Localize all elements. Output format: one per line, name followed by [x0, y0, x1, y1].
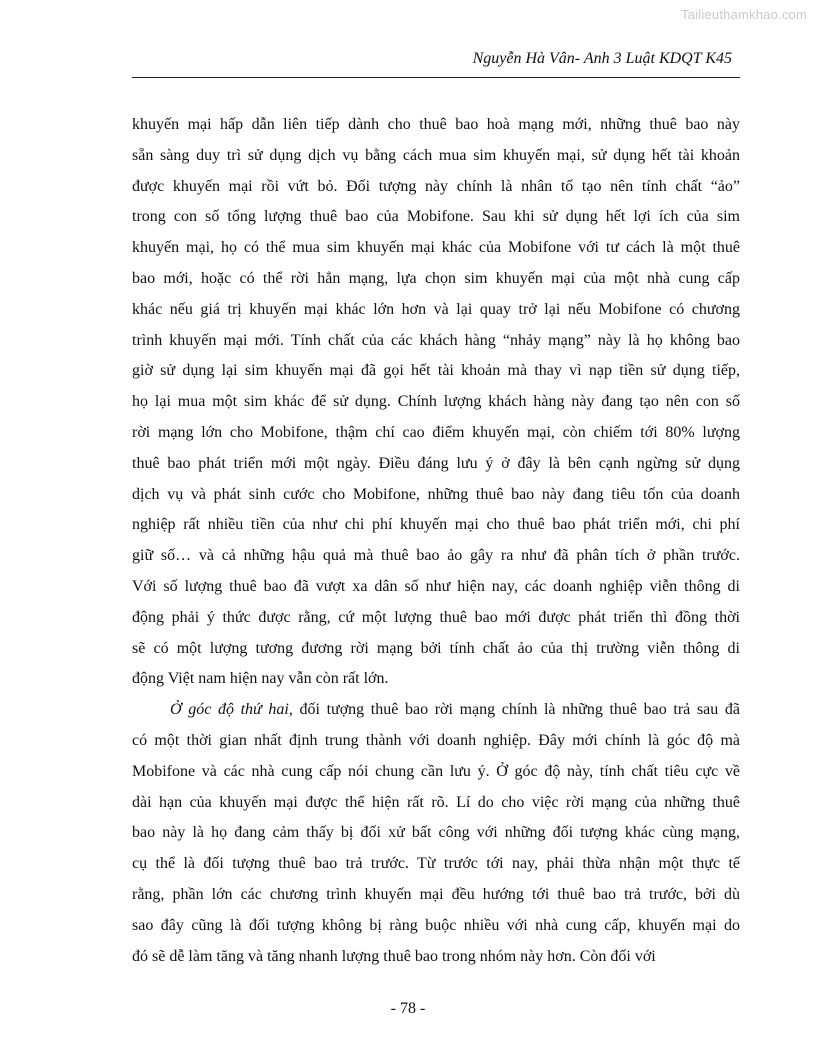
text-line: khuyến mại, họ có thể mua sim khuyến mại khác của Mobifone với tư cách là một thuê	[132, 239, 740, 257]
text-line: dài hạn của khuyến mại được thể hiện rất rõ. Lí do cho việc rời mạng của những thuê	[132, 793, 740, 811]
text-line: rằng, phần lớn các chương trình khuyến mại đều hướng tới thuê bao trả trước, bởi dù	[132, 885, 740, 903]
text-line: nghiệp rất nhiều tiền của như chi phí khuyến mại cho thuê bao phát triển mới, chi phí	[132, 516, 740, 534]
page-number: - 78 -	[390, 1000, 426, 1017]
text-line: sao đây cũng là đối tượng không bị ràng buộc nhiều với nhà cung cấp, khuyến mại do	[132, 916, 740, 934]
text-line: có một thời gian nhất định trung thành với doanh nghiệp. Đây mới chính là góc độ mà	[132, 731, 740, 749]
text-line: giờ sử dụng lại sim khuyến mại đã gọi hết tài khoản mà thay vì nạp tiền sử dụng tiếp,	[132, 362, 740, 380]
italic-lead: Ở góc độ thứ hai	[170, 701, 289, 719]
body-text	[132, 110, 740, 972]
paragraph-1	[132, 110, 740, 695]
text-line: trong con số tổng lượng thuê bao của Mobifone. Sau khi sử dụng hết lợi ích của sim	[132, 208, 740, 226]
paragraph-2	[132, 695, 740, 972]
text-line: sẽ có một lượng tương đương rời mạng bởi tính chất ảo của thị trường viễn thông di	[132, 639, 740, 657]
text-line: sẵn sàng duy trì sử dụng dịch vụ bằng cách mua sim khuyến mại, sử dụng hết tài khoản	[132, 146, 740, 164]
text-line: động phải ý thức được rằng, cứ một lượng thuê bao mới được phát triển thì đồng thời	[132, 608, 740, 626]
text-line: thuê bao phát triển mới một ngày. Điều đáng lưu ý ở đây là bên cạnh ngừng sử dụng	[132, 454, 740, 472]
text-line: Mobifone và các nhà cung cấp nói chung cần lưu ý. Ở góc độ này, tính chất tiêu cực về	[132, 762, 740, 780]
watermark: Tailieuthamkhao.com	[681, 7, 807, 22]
text-line: động Việt nam hiện nay vẫn còn rất lớn.	[132, 670, 389, 688]
text-line: họ lại mua một sim khác để sử dụng. Chính lượng khách hàng này đang tạo nên con số	[132, 393, 740, 411]
text-line: cụ thể là đối tượng thuê bao trả trước. Từ trước tới nay, phải thừa nhận một thực tế	[132, 855, 740, 873]
text-line: trình khuyến mại mới. Tính chất của các khách hàng “nhảy mạng” này là họ không bao	[132, 331, 740, 349]
text-line: dịch vụ và phát sinh cước cho Mobifone, những thuê bao này đang tiêu tốn của doanh	[132, 485, 740, 503]
text-line: khác nếu giá trị khuyến mại khác lớn hơn và lại quay trở lại nếu Mobifone có chương	[132, 300, 740, 318]
text-line	[132, 695, 740, 726]
text-line: giữ số… và cả những hậu quả mà thuê bao ảo gây ra như đã phân tích ở phần trước.	[132, 547, 740, 565]
text-line: rời mạng lớn cho Mobifone, thậm chí cao điểm khuyến mại, còn chiếm tới 80% lượng	[132, 423, 740, 441]
running-header: Nguyễn Hà Vân- Anh 3 Luật KDQT K45	[472, 50, 732, 67]
text-line: được khuyến mại rồi vứt bỏ. Đối tượng này chính là nhân tố tạo nên tính chất “ảo”	[132, 177, 740, 195]
text-line: bao mới, hoặc có thể rời hẳn mạng, lựa chọn sim khuyến mại của một nhà cung cấp	[132, 269, 740, 287]
text-line: bao này là họ đang cảm thấy bị đối xử bất công với những đối tượng khác cùng mạng,	[132, 824, 740, 842]
text-line: đó sẽ dễ làm tăng và tăng nhanh lượng thuê bao trong nhóm này hơn. Còn đối với	[132, 947, 656, 965]
text-line: khuyến mại hấp dẫn liên tiếp dành cho thuê bao hoà mạng mới, những thuê bao này	[132, 116, 740, 133]
text-line: Với số lượng thuê bao đã vượt xa dân số như hiện nay, các doanh nghiệp viễn thông di	[132, 577, 740, 595]
header-rule	[132, 77, 740, 78]
text-run: , đối tượng thuê bao rời mạng chính là những thuê bao trả sau đã	[288, 701, 740, 719]
